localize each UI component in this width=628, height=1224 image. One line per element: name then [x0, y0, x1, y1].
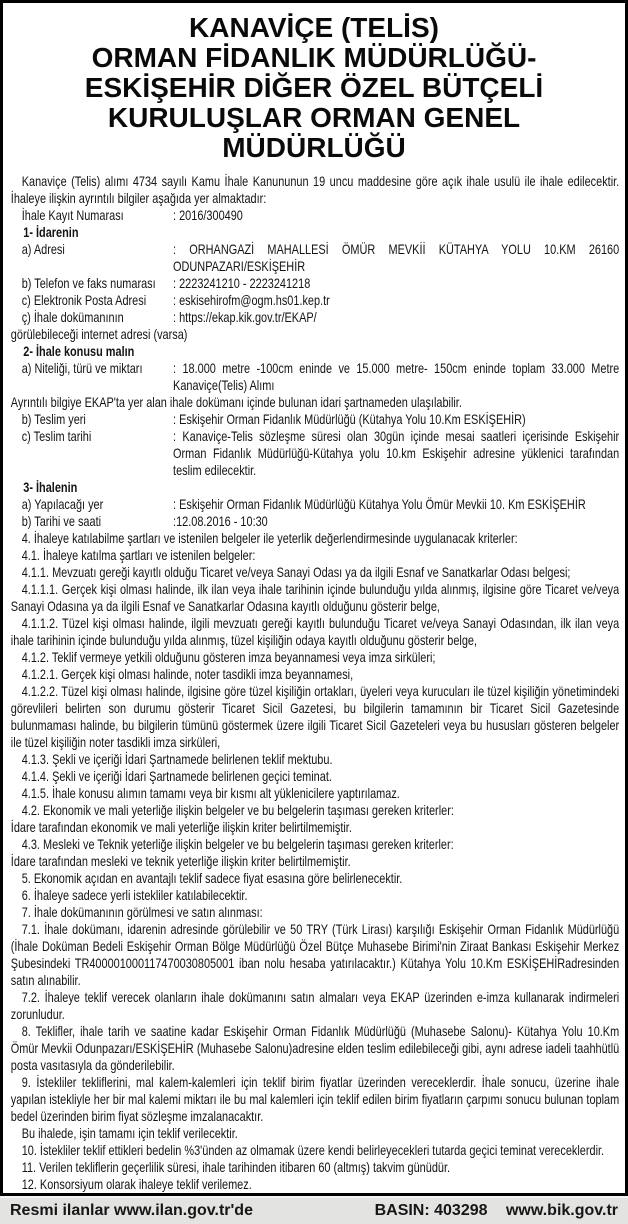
kv-label: a) Adresi — [21, 241, 65, 257]
kv-value: : https://ekap.kik.gov.tr/EKAP/ — [173, 309, 317, 325]
notice-title-line-2: ORMAN FİDANLIK MÜDÜRLÜĞÜ- — [91, 42, 537, 73]
section-heading-idarenin: 1- İdarenin — [23, 224, 79, 240]
kv-label-continuation: görülebileceği internet adresi (varsa) — [10, 326, 188, 342]
article-4: 4. İhaleye katılabilme şartları ve istenilen belgeler ile yeterlik değerlendirmesinde uygulanacak kriterler: — [21, 530, 518, 546]
article-4-1-2-2: 4.1.2.2. Tüzel kişi olması halinde, ilgisine göre tüzel kişiliğin ortakları, üyeleri veya kurucuları ile tüzel kişiliğin yönetimindeki görevlileri belirten son durumu gösterir Ticaret Sicil Gazetesi, bu bilgilerin tamamının bir Ticaret Sicil Gazetesinde bulunmaması halinde, bu bilgilerin tümünü göstermek üzere ilgili Ticaret Sicil Gazeteleri veya bu hususları gösteren belgeler ile tüzel kişiliğin noter tasdikli imza sirküleri, — [10, 683, 620, 750]
notice-body — [3, 171, 627, 1193]
article-4-1: 4.1. İhaleye katılma şartları ve istenilen belgeler: — [21, 547, 256, 563]
article-4-3: 4.3. Mesleki ve Teknik yeterliğe ilişkin belgeler ve bu belgelerin taşıması gereken kriterler: — [21, 836, 454, 852]
kv-row-ihale-kayit-no — [11, 207, 619, 224]
kv-label: ç) İhale dokümanının — [21, 309, 124, 325]
press-id-number: BASIN: 403298 — [374, 1202, 488, 1219]
kv-value: : Eskişehir Orman Fidanlık Müdürlüğü Kütahya Yolu Ömür Mevkii 10. Km ESKİŞEHİR — [173, 496, 586, 512]
article-7: 7. İhale dokümanının görülmesi ve satın alınması: — [21, 904, 263, 920]
kv-label: c) Elektronik Posta Adresi — [21, 292, 147, 308]
kv-value: : ORHANGAZİ MAHALLESİ ÖMÜR MEVKİİ KÜTAHYA YOLU 10.KM 26160 ODUNPAZARI/ESKİŞEHİR — [173, 241, 620, 274]
press-agency-url: www.bik.gov.tr — [505, 1202, 618, 1219]
kv-label: b) Telefon ve faks numarası — [21, 275, 156, 291]
article-9-note: Bu ihalede, işin tamamı için teklif verilecektir. — [21, 1125, 238, 1141]
article-7-1: 7.1. İhale dokümanı, idarenin adresinde görülebilir ve 50 TRY (Türk Lirası) karşılığı Eskişehir Orman Fidanlık Müdürlüğü (İhale Doküman Bedeli Eskişehir Orman Bölge Müdürlüğü Özel Bütçe Muhasebe Birimi'nin Ziraat Bankası Eskişehir Merkez Şubesindeki TR400001000117470030805001 iban nolu hesaba yatırılacaktır.) Kütahya Yolu 10.Km ESKİŞEHİRadresinden satın alınabilir. — [10, 921, 620, 988]
kv-row-nitelik-miktar — [11, 360, 619, 394]
kv-label: c) Teslim tarihi — [21, 428, 92, 444]
intro-paragraph: Kanaviçe (Telis) alımı 4734 sayılı Kamu İhale Kanununun 19 uncu maddesine göre açık ihale usulü ile ihale edilecektir. İhaleye ilişkin ayrıntılı bilgiler aşağıda yer almaktadır: — [10, 173, 620, 206]
article-5: 5. Ekonomik açıdan en avantajlı teklif sadece fiyat esasına göre belirlenecektir. — [21, 870, 403, 886]
notice-title-line-3: ESKİŞEHİR DİĞER ÖZEL BÜTÇELİ — [84, 72, 544, 103]
kv-value: : 2016/300490 — [173, 207, 243, 223]
kv-label: b) Tarihi ve saati — [21, 513, 102, 529]
notice-title-line-4: KURULUŞLAR ORMAN GENEL MÜDÜRLÜĞÜ — [107, 102, 521, 163]
article-4-1-1-2: 4.1.1.2. Tüzel kişi olması halinde, ilgili mevzuatı gereği kayıtlı bulunduğu Ticaret ve/veya Sanayi Odasından, ilk ilan veya ihale tarihinin içinde bulunduğu yılda alınmış, tüzel kişiliğin odaya kayıtlı olduğunu gösterir belge, — [10, 615, 620, 648]
section-heading-ihale-konusu: 2- İhale konusu malın — [23, 343, 135, 359]
ekap-note: Ayrıntılı bilgiye EKAP'ta yer alan ihale dokümanı içinde bulunan idari şartnameden ulaşılabilir. — [10, 394, 462, 410]
kv-row-eposta — [11, 292, 619, 309]
kv-value: : 18.000 metre -100cm eninde ve 15.000 metre- 150cm eninde toplam 33.000 Metre Kanaviçe(Telis) Alımı — [173, 360, 620, 393]
kv-row-telefon-faks — [11, 275, 619, 292]
notice-title — [3, 9, 625, 171]
article-9: 9. İstekliler tekliflerini, mal kalem-kalemleri için teklif birim fiyatlar üzerinden vereceklerdir. İhale sonucu, üzerine ihale yapılan istekliyle her bir mal kalemi miktarı ile bu mal kalemleri için teklif edilen birim fiyatların çarpımı sonucu bulunan toplam bedel üzerinden birim fiyat sözleşme imzalanacaktır. — [10, 1074, 620, 1124]
kv-value: : eskisehirofm@ogm.hs01.kep.tr — [173, 292, 330, 308]
kv-row-yapilacagi-yer — [11, 496, 619, 513]
kv-label: a) Niteliği, türü ve miktarı — [21, 360, 143, 376]
article-4-1-3: 4.1.3. Şekli ve içeriği İdari Şartnamede belirlenen teklif mektubu. — [21, 751, 333, 767]
kv-label: a) Yapılacağı yer — [21, 496, 104, 512]
kv-value: :12.08.2016 - 10:30 — [173, 513, 268, 529]
kv-row-teslim-tarihi — [11, 428, 619, 479]
article-7-2: 7.2. İhaleye teklif verecek olanların ihale dokümanını satın almaları veya EKAP üzerinden e-imza kullanarak indirmeleri zorunludur. — [10, 989, 620, 1022]
article-4-2-note: İdare tarafından ekonomik ve mali yeterliğe ilişkin kriter belirtilmemiştir. — [10, 819, 352, 835]
kv-label: İhale Kayıt Numarası — [21, 207, 124, 223]
article-4-3-note: İdare tarafından mesleki ve teknik yeterliğe ilişkin kriter belirtilmemiştir. — [10, 853, 351, 869]
press-id — [375, 1202, 618, 1220]
kv-value: : 2223241210 - 2223241218 — [173, 275, 311, 291]
article-4-2: 4.2. Ekonomik ve mali yeterliğe ilişkin belgeler ve bu belgelerin taşıması gereken kriterler: — [21, 802, 454, 818]
footer-bar — [0, 1198, 628, 1224]
notice-title-line-1: KANAVİÇE (TELİS) — [189, 12, 439, 43]
article-11: 11. Verilen tekliflerin geçerlilik süresi, ihale tarihinden itibaren 60 (altmış) takvim günüdür. — [21, 1159, 451, 1175]
article-4-1-4: 4.1.4. Şekli ve içeriği İdari Şartnamede belirlenen geçici teminat. — [21, 768, 332, 784]
article-4-1-2-1: 4.1.2.1. Gerçek kişi olması halinde, noter tasdikli imza beyannamesi, — [21, 666, 354, 682]
kv-value: : Eskişehir Orman Fidanlık Müdürlüğü (Kütahya Yolu 10.Km ESKİŞEHİR) — [173, 411, 526, 427]
article-4-1-1-1: 4.1.1.1. Gerçek kişi olması halinde, ilk ilan veya ihale tarihinin içinde bulunduğu yılda alınmış, ilgisine göre Ticaret ve/veya Sanayi Odasına ya da ilgili Esnaf ve Sanatkarlar Odasına kayıtlı olduğunu gösterir belge, — [10, 581, 620, 614]
kv-row-teslim-yeri — [11, 411, 619, 428]
article-6: 6. İhaleye sadece yerli istekliler katılabilecektir. — [21, 887, 248, 903]
kv-row-ihale-dokumani — [11, 309, 619, 326]
section-heading-ihalenin: 3- İhalenin — [23, 479, 78, 495]
article-4-1-2: 4.1.2. Teklif vermeye yetkili olduğunu gösteren imza beyannamesi veya imza sirküleri; — [21, 649, 436, 665]
article-10: 10. İstekliler teklif ettikleri bedelin %3'ünden az olmamak üzere kendi belirleyecekleri tutarda geçici teminat vereceklerdir. — [21, 1142, 605, 1158]
article-12: 12. Konsorsiyum olarak ihaleye teklif verilemez. — [21, 1176, 252, 1192]
article-8: 8. Teklifler, ihale tarih ve saatine kadar Eskişehir Orman Fidanlık Müdürlüğü (Muhasebe Salonu)- Kütahya Yolu 10.Km Ömür Mevkii Odunpazarı/ESKİŞEHİR (Muhasebe Salonu)adresine elden teslim edilebileceği gibi, aynı adrese iadeli taahhütlü posta vasıtasıyla da gönderilebilir. — [10, 1023, 620, 1073]
kv-row-adres — [11, 241, 619, 275]
article-4-1-1: 4.1.1. Mevzuatı gereği kayıtlı olduğu Ticaret ve/veya Sanayi Odası ya da ilgili Esnaf ve Sanatkarlar Odası belgesi; — [21, 564, 571, 580]
kv-row-tarih-saat — [11, 513, 619, 530]
official-ads-text: Resmi ilanlar www.ilan.gov.tr'de — [10, 1202, 253, 1219]
article-4-1-5: 4.1.5. İhale konusu alımın tamamı veya bir kısmı alt yüklenicilere yaptırılamaz. — [21, 785, 400, 801]
kv-label: b) Teslim yeri — [21, 411, 86, 427]
kv-value: : Kanaviçe-Telis sözleşme süresi olan 30gün içinde mesai saatleri içerisinde Eskişehir Orman Fidanlık Müdürlüğü-Kütahya yolu 10.km Eskişehir adresine yüklenici tarafından teslim edilecektir. — [173, 428, 620, 478]
